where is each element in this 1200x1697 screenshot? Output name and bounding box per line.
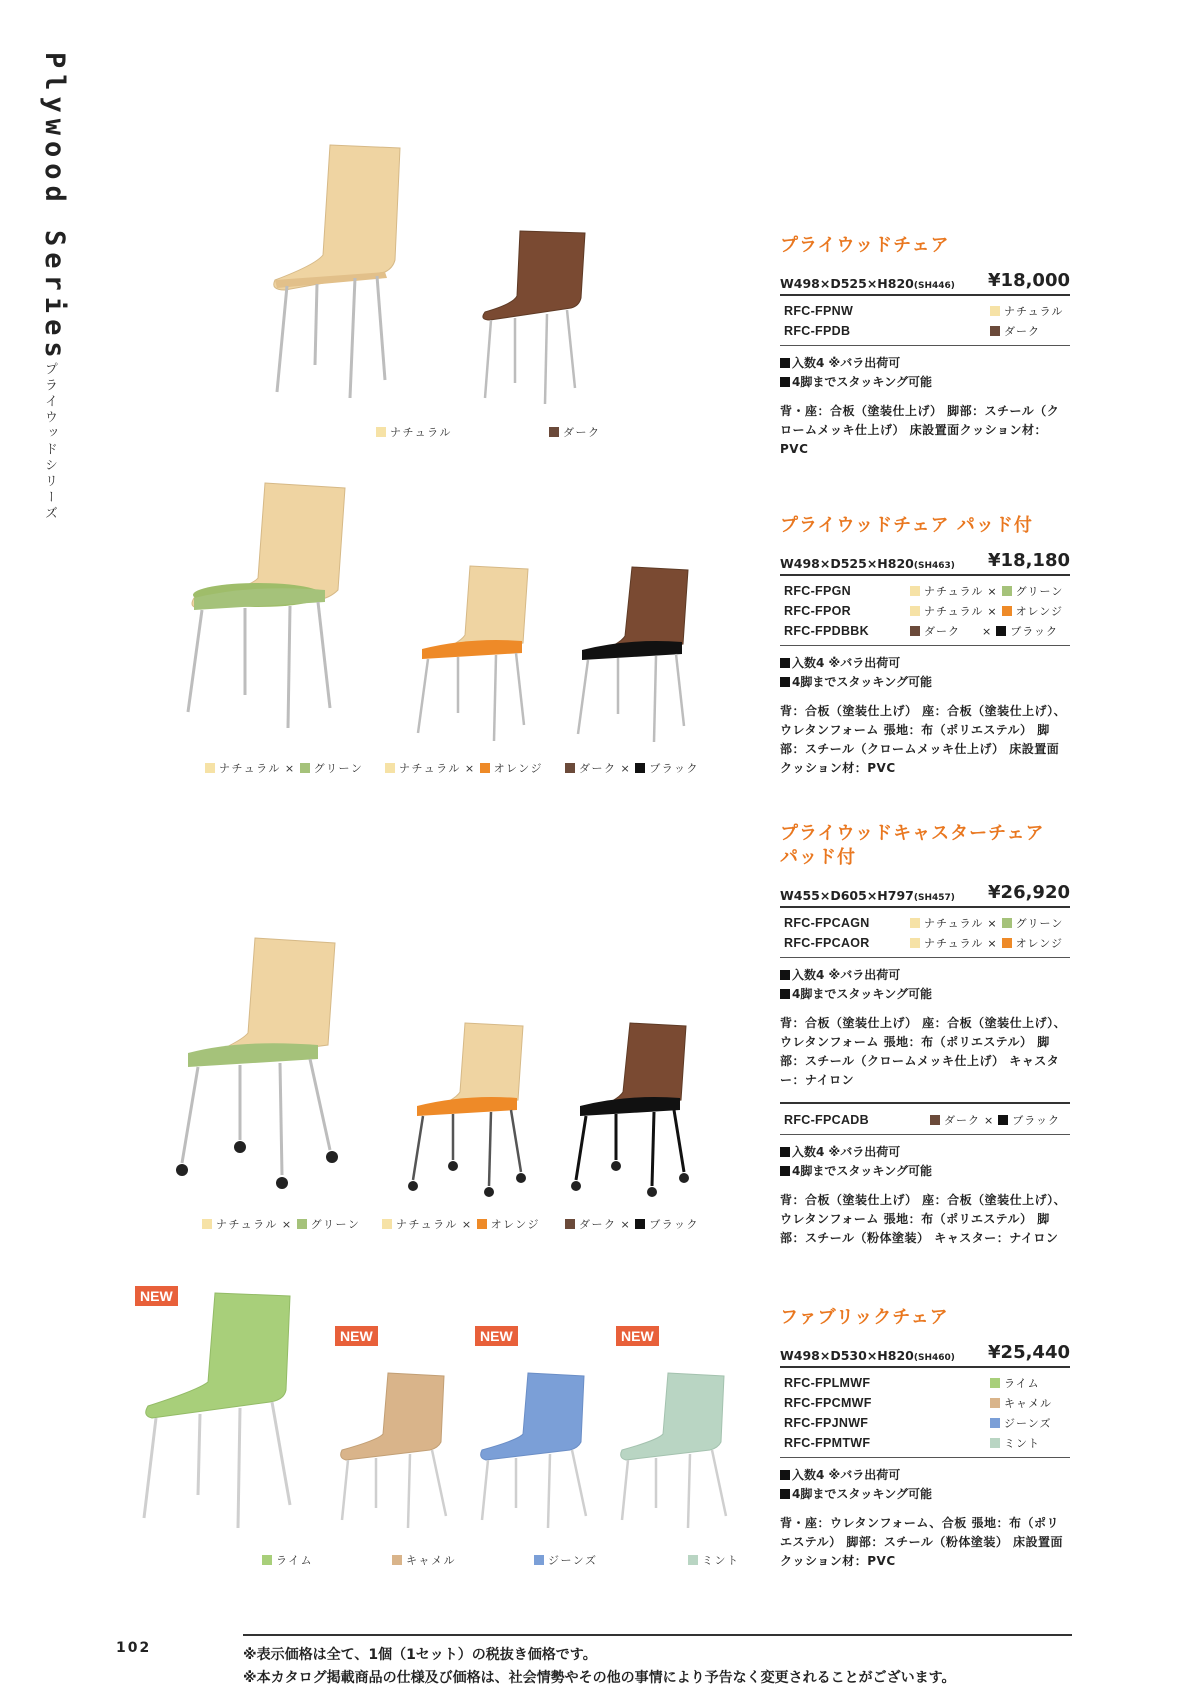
seat-height: (SH460)	[913, 1353, 955, 1363]
bullet-text: 4脚までスタッキング可能	[792, 1487, 932, 1501]
product-plywood-chair	[780, 234, 1070, 459]
bullet-list	[780, 966, 1070, 1004]
bullet-list	[780, 654, 1070, 692]
seat-height: (SH446)	[913, 281, 955, 291]
dimensions-value: W498×D525×H820	[780, 276, 914, 291]
swatch-dark	[565, 763, 575, 773]
series-title-jp: プライウッドシリーズ	[42, 362, 57, 522]
cross-mark: ×	[620, 761, 632, 775]
bullet-list-2	[780, 1143, 1070, 1181]
swatch-jeans	[990, 1418, 1000, 1428]
code-row	[780, 1433, 1070, 1453]
bullet-square-icon	[780, 658, 790, 668]
chair-image-caster-natural-orange	[405, 1020, 545, 1200]
bullet-item	[780, 985, 1070, 1004]
bullet-square-icon	[780, 1166, 790, 1176]
caption-label: ダーク	[563, 426, 601, 439]
swatch-black	[635, 763, 645, 773]
cross-mark: ×	[987, 916, 998, 930]
spec-row	[780, 1342, 1070, 1368]
product-fabric-chair	[780, 1306, 1070, 1571]
color-label: ダーク	[944, 1114, 980, 1127]
product-caster-chair-pad	[780, 822, 1070, 1248]
chair-image-jeans	[478, 1370, 608, 1530]
swatch-green	[300, 763, 310, 773]
spec-row	[780, 882, 1070, 908]
new-badge: NEW	[475, 1326, 518, 1346]
swatch-orange	[477, 1219, 487, 1229]
chair-image-camel	[338, 1370, 468, 1530]
material-description: 背：合板（塗装仕上げ） 座：合板（塗装仕上げ）、ウレタンフォーム 張地：布（ポリエステル） 脚部：スチール（クロームメッキ仕上げ） キャスター：ナイロン	[780, 1016, 1067, 1087]
swatch-natural	[910, 586, 920, 596]
swatch-natural	[205, 763, 215, 773]
product-code: RFC-FPCAOR	[784, 936, 870, 950]
color-label: ナチュラル	[924, 937, 984, 950]
color-label: オレンジ	[1015, 937, 1064, 950]
swatch-black	[998, 1115, 1008, 1125]
code-list-2	[780, 1102, 1070, 1135]
swatch-mint	[688, 1555, 698, 1565]
product-name	[780, 822, 1070, 870]
color-label: ナチュラル	[1004, 305, 1064, 318]
caption-label: ナチュラル	[390, 426, 452, 439]
color-label: ジーンズ	[1004, 1417, 1052, 1430]
swatch-natural	[382, 1219, 392, 1229]
code-row	[780, 581, 1070, 601]
price: ¥18,000	[988, 270, 1070, 291]
caption-dark-black	[565, 760, 699, 776]
swatch-dark	[565, 1219, 575, 1229]
cross-mark: ×	[281, 1217, 293, 1231]
caption-label: ナチュラル	[399, 762, 461, 775]
swatch-lime	[990, 1378, 1000, 1388]
bullet-item	[780, 1162, 1070, 1181]
caption-label: ダーク	[579, 762, 617, 775]
swatch-natural	[376, 427, 386, 437]
caption-camel	[392, 1552, 456, 1568]
swatch-green	[1002, 586, 1012, 596]
swatch-orange	[1002, 606, 1012, 616]
bullet-list	[780, 1466, 1070, 1504]
footer-note: ※本カタログ掲載商品の仕様及び価格は、社会情勢やその他の事情により予告なく変更されることがございます。	[243, 1670, 956, 1686]
code-row	[780, 301, 1070, 321]
page-number: 102	[116, 1640, 152, 1656]
code-row	[780, 601, 1070, 621]
code-list	[780, 1368, 1070, 1458]
spec-row	[780, 270, 1070, 296]
color-label: ナチュラル	[924, 917, 984, 930]
swatch-camel	[990, 1398, 1000, 1408]
product-code: RFC-FPDBBK	[784, 624, 869, 638]
chair-image-caster-natural-green	[170, 935, 370, 1195]
bullet-text: 4脚までスタッキング可能	[792, 675, 932, 689]
caption-label: キャメル	[406, 1554, 456, 1567]
bullet-text: 入数4 ※バラ出荷可	[792, 356, 901, 370]
bullet-text: 入数4 ※バラ出荷可	[792, 1468, 901, 1482]
code-row	[780, 1110, 1070, 1130]
color-option	[990, 1415, 1070, 1431]
dimensions-value: W498×D530×H820	[780, 1348, 914, 1363]
color-label: キャメル	[1004, 1397, 1052, 1410]
series-side-title	[28, 52, 72, 552]
product-code: RFC-FPOR	[784, 604, 851, 618]
color-option	[910, 603, 1070, 619]
bullet-square-icon	[780, 970, 790, 980]
color-option	[990, 323, 1070, 339]
footer-notes	[243, 1644, 956, 1690]
caption-label: ブラック	[649, 1218, 699, 1231]
material-description-2: 背：合板（塗装仕上げ） 座：合板（塗装仕上げ）、ウレタンフォーム 張地：布（ポリエステル） 脚部：スチール（粉体塗装） キャスター：ナイロン	[780, 1193, 1067, 1245]
color-label: ブラック	[1010, 625, 1058, 638]
bullet-item	[780, 1466, 1070, 1485]
product-name-line: パッド付	[780, 847, 856, 868]
swatch-green	[1002, 918, 1012, 928]
caption-dark	[549, 424, 601, 440]
bullet-item	[780, 1485, 1070, 1504]
color-label: ダーク	[924, 625, 960, 638]
swatch-dark	[930, 1115, 940, 1125]
caption-natural	[376, 424, 452, 440]
chair-image-dark-black	[570, 564, 710, 744]
code-row	[780, 1373, 1070, 1393]
material-description: 背・座：合板（塗装仕上げ） 脚部：スチール（クロームメッキ仕上げ） 床設置面クッション材：PVC	[780, 404, 1060, 456]
caption-lime	[262, 1552, 313, 1568]
caption-label: ナチュラル	[396, 1218, 458, 1231]
color-label: ミント	[1004, 1437, 1040, 1450]
swatch-dark	[549, 427, 559, 437]
color-option	[910, 935, 1070, 951]
code-row	[780, 933, 1070, 953]
swatch-black	[996, 626, 1006, 636]
code-row	[780, 1413, 1070, 1433]
dimensions	[780, 276, 955, 291]
swatch-natural	[202, 1219, 212, 1229]
product-code: RFC-FPJNWF	[784, 1416, 869, 1430]
dimensions	[780, 888, 955, 903]
code-row	[780, 1393, 1070, 1413]
code-row	[780, 621, 1070, 641]
color-option	[930, 1112, 1070, 1128]
bullet-square-icon	[780, 377, 790, 387]
caption-caster-natural-orange	[382, 1216, 540, 1232]
dimensions-value: W455×D605×H797	[780, 888, 914, 903]
dimensions	[780, 556, 955, 571]
swatch-lime	[262, 1555, 272, 1565]
color-option	[910, 583, 1070, 599]
bullet-square-icon	[780, 677, 790, 687]
color-label: ブラック	[1012, 1114, 1060, 1127]
footer-note: ※表示価格は全て、1個（1セット）の税抜き価格です。	[243, 1647, 597, 1663]
color-label: ダーク	[1004, 325, 1040, 338]
cross-mark: ×	[987, 584, 998, 598]
new-badge: NEW	[135, 1286, 178, 1306]
product-plywood-chair-pad	[780, 514, 1070, 778]
bullet-item	[780, 673, 1070, 692]
bullet-list	[780, 354, 1070, 392]
code-row	[780, 321, 1070, 341]
caption-mint	[688, 1552, 740, 1568]
color-option	[990, 1435, 1070, 1451]
swatch-natural	[910, 918, 920, 928]
dimensions-value: W498×D525×H820	[780, 556, 914, 571]
cross-mark: ×	[284, 761, 296, 775]
color-label: グリーン	[1015, 917, 1064, 930]
bullet-item	[780, 1143, 1070, 1162]
product-name: ファブリックチェア	[780, 1307, 949, 1328]
code-list	[780, 908, 1070, 958]
swatch-natural	[910, 938, 920, 948]
chair-image-lime	[140, 1290, 320, 1530]
code-list	[780, 576, 1070, 646]
bullet-text: 4脚までスタッキング可能	[792, 375, 932, 389]
cross-mark: ×	[461, 1217, 473, 1231]
chair-image-natural-green	[180, 480, 370, 730]
bullet-item	[780, 354, 1070, 373]
price: ¥26,920	[988, 882, 1070, 903]
material-description: 背：合板（塗装仕上げ） 座：合板（塗装仕上げ）、ウレタンフォーム 張地：布（ポリエステル） 脚部：スチール（クロームメッキ仕上げ） 床設置面クッション材：PVC	[780, 704, 1067, 775]
caption-caster-natural-green	[202, 1216, 360, 1232]
swatch-orange	[1002, 938, 1012, 948]
seat-height: (SH457)	[913, 893, 955, 903]
caption-label: オレンジ	[493, 762, 544, 775]
bullet-square-icon	[780, 1147, 790, 1157]
product-code: RFC-FPMTWF	[784, 1436, 871, 1450]
bullet-text: 入数4 ※バラ出荷可	[792, 968, 901, 982]
product-code: RFC-FPNW	[784, 304, 854, 318]
caption-label: ナチュラル	[219, 762, 281, 775]
product-code: RFC-FPDB	[784, 324, 851, 338]
chair-image-mint	[618, 1370, 748, 1530]
color-label: グリーン	[1015, 585, 1064, 598]
color-label: ナチュラル	[924, 605, 984, 618]
color-label: ライム	[1004, 1377, 1040, 1390]
caption-label: オレンジ	[490, 1218, 541, 1231]
caption-caster-dark-black	[565, 1216, 699, 1232]
color-option	[990, 1375, 1070, 1391]
caption-label: ナチュラル	[216, 1218, 278, 1231]
color-option	[990, 303, 1070, 319]
cross-mark: ×	[620, 1217, 632, 1231]
bullet-text: 入数4 ※バラ出荷可	[792, 656, 901, 670]
cross-mark: ×	[987, 604, 998, 618]
price: ¥18,180	[988, 550, 1070, 571]
swatch-camel	[392, 1555, 402, 1565]
new-badge: NEW	[616, 1326, 659, 1346]
color-label: オレンジ	[1015, 605, 1064, 618]
caption-label: ダーク	[579, 1218, 617, 1231]
chair-image-caster-dark-black	[568, 1020, 708, 1200]
product-code: RFC-FPCADB	[784, 1113, 869, 1127]
bullet-square-icon	[780, 989, 790, 999]
caption-natural-green	[205, 760, 363, 776]
swatch-natural	[990, 306, 1000, 316]
swatch-jeans	[534, 1555, 544, 1565]
caption-label: ライム	[276, 1554, 314, 1567]
chair-image-natural	[255, 140, 455, 400]
product-code: RFC-FPGN	[784, 584, 851, 598]
swatch-natural	[910, 606, 920, 616]
swatch-natural	[385, 763, 395, 773]
bullet-square-icon	[780, 358, 790, 368]
material-description: 背・座：ウレタンフォーム、合板 張地：布（ポリエステル） 脚部：スチール（粉体塗装） 床設置面クッション材：PVC	[780, 1516, 1064, 1568]
color-label: ナチュラル	[924, 585, 984, 598]
chair-image-dark	[475, 228, 615, 408]
swatch-green	[297, 1219, 307, 1229]
seat-height: (SH463)	[913, 561, 955, 571]
product-name-line: プライウッドキャスターチェア	[780, 823, 1045, 844]
caption-label: ブラック	[649, 762, 699, 775]
bullet-square-icon	[780, 1489, 790, 1499]
swatch-orange	[480, 763, 490, 773]
bullet-text: 4脚までスタッキング可能	[792, 987, 932, 1001]
caption-label: グリーン	[313, 762, 364, 775]
code-list	[780, 296, 1070, 346]
product-name: プライウッドチェア	[780, 235, 950, 256]
swatch-dark	[910, 626, 920, 636]
product-code: RFC-FPCAGN	[784, 916, 870, 930]
swatch-black	[635, 1219, 645, 1229]
caption-label: ジーンズ	[548, 1554, 598, 1567]
code-row	[780, 913, 1070, 933]
caption-jeans	[534, 1552, 597, 1568]
price: ¥25,440	[988, 1342, 1070, 1363]
cross-mark: ×	[464, 761, 476, 775]
spec-row	[780, 550, 1070, 576]
cross-mark: ×	[984, 1113, 995, 1127]
bullet-square-icon	[780, 1470, 790, 1480]
color-option	[910, 623, 1070, 639]
swatch-dark	[990, 326, 1000, 336]
swatch-mint	[990, 1438, 1000, 1448]
color-option	[990, 1395, 1070, 1411]
product-name: プライウッドチェア パッド付	[780, 515, 1033, 536]
caption-label: グリーン	[310, 1218, 361, 1231]
color-option	[910, 915, 1070, 931]
chair-image-natural-orange	[410, 563, 550, 743]
footer-divider	[243, 1634, 1072, 1636]
series-title-en: Plywood Series	[39, 52, 70, 364]
bullet-text: 入数4 ※バラ出荷可	[792, 1145, 901, 1159]
cross-mark: ×	[987, 936, 998, 950]
product-code: RFC-FPLMWF	[784, 1376, 871, 1390]
dimensions	[780, 1348, 955, 1363]
bullet-item	[780, 654, 1070, 673]
bullet-item	[780, 373, 1070, 392]
new-badge: NEW	[335, 1326, 378, 1346]
caption-natural-orange	[385, 760, 543, 776]
bullet-text: 4脚までスタッキング可能	[792, 1164, 932, 1178]
product-code: RFC-FPCMWF	[784, 1396, 872, 1410]
bullet-item	[780, 966, 1070, 985]
caption-label: ミント	[702, 1554, 740, 1567]
cross-mark: ×	[982, 624, 993, 638]
